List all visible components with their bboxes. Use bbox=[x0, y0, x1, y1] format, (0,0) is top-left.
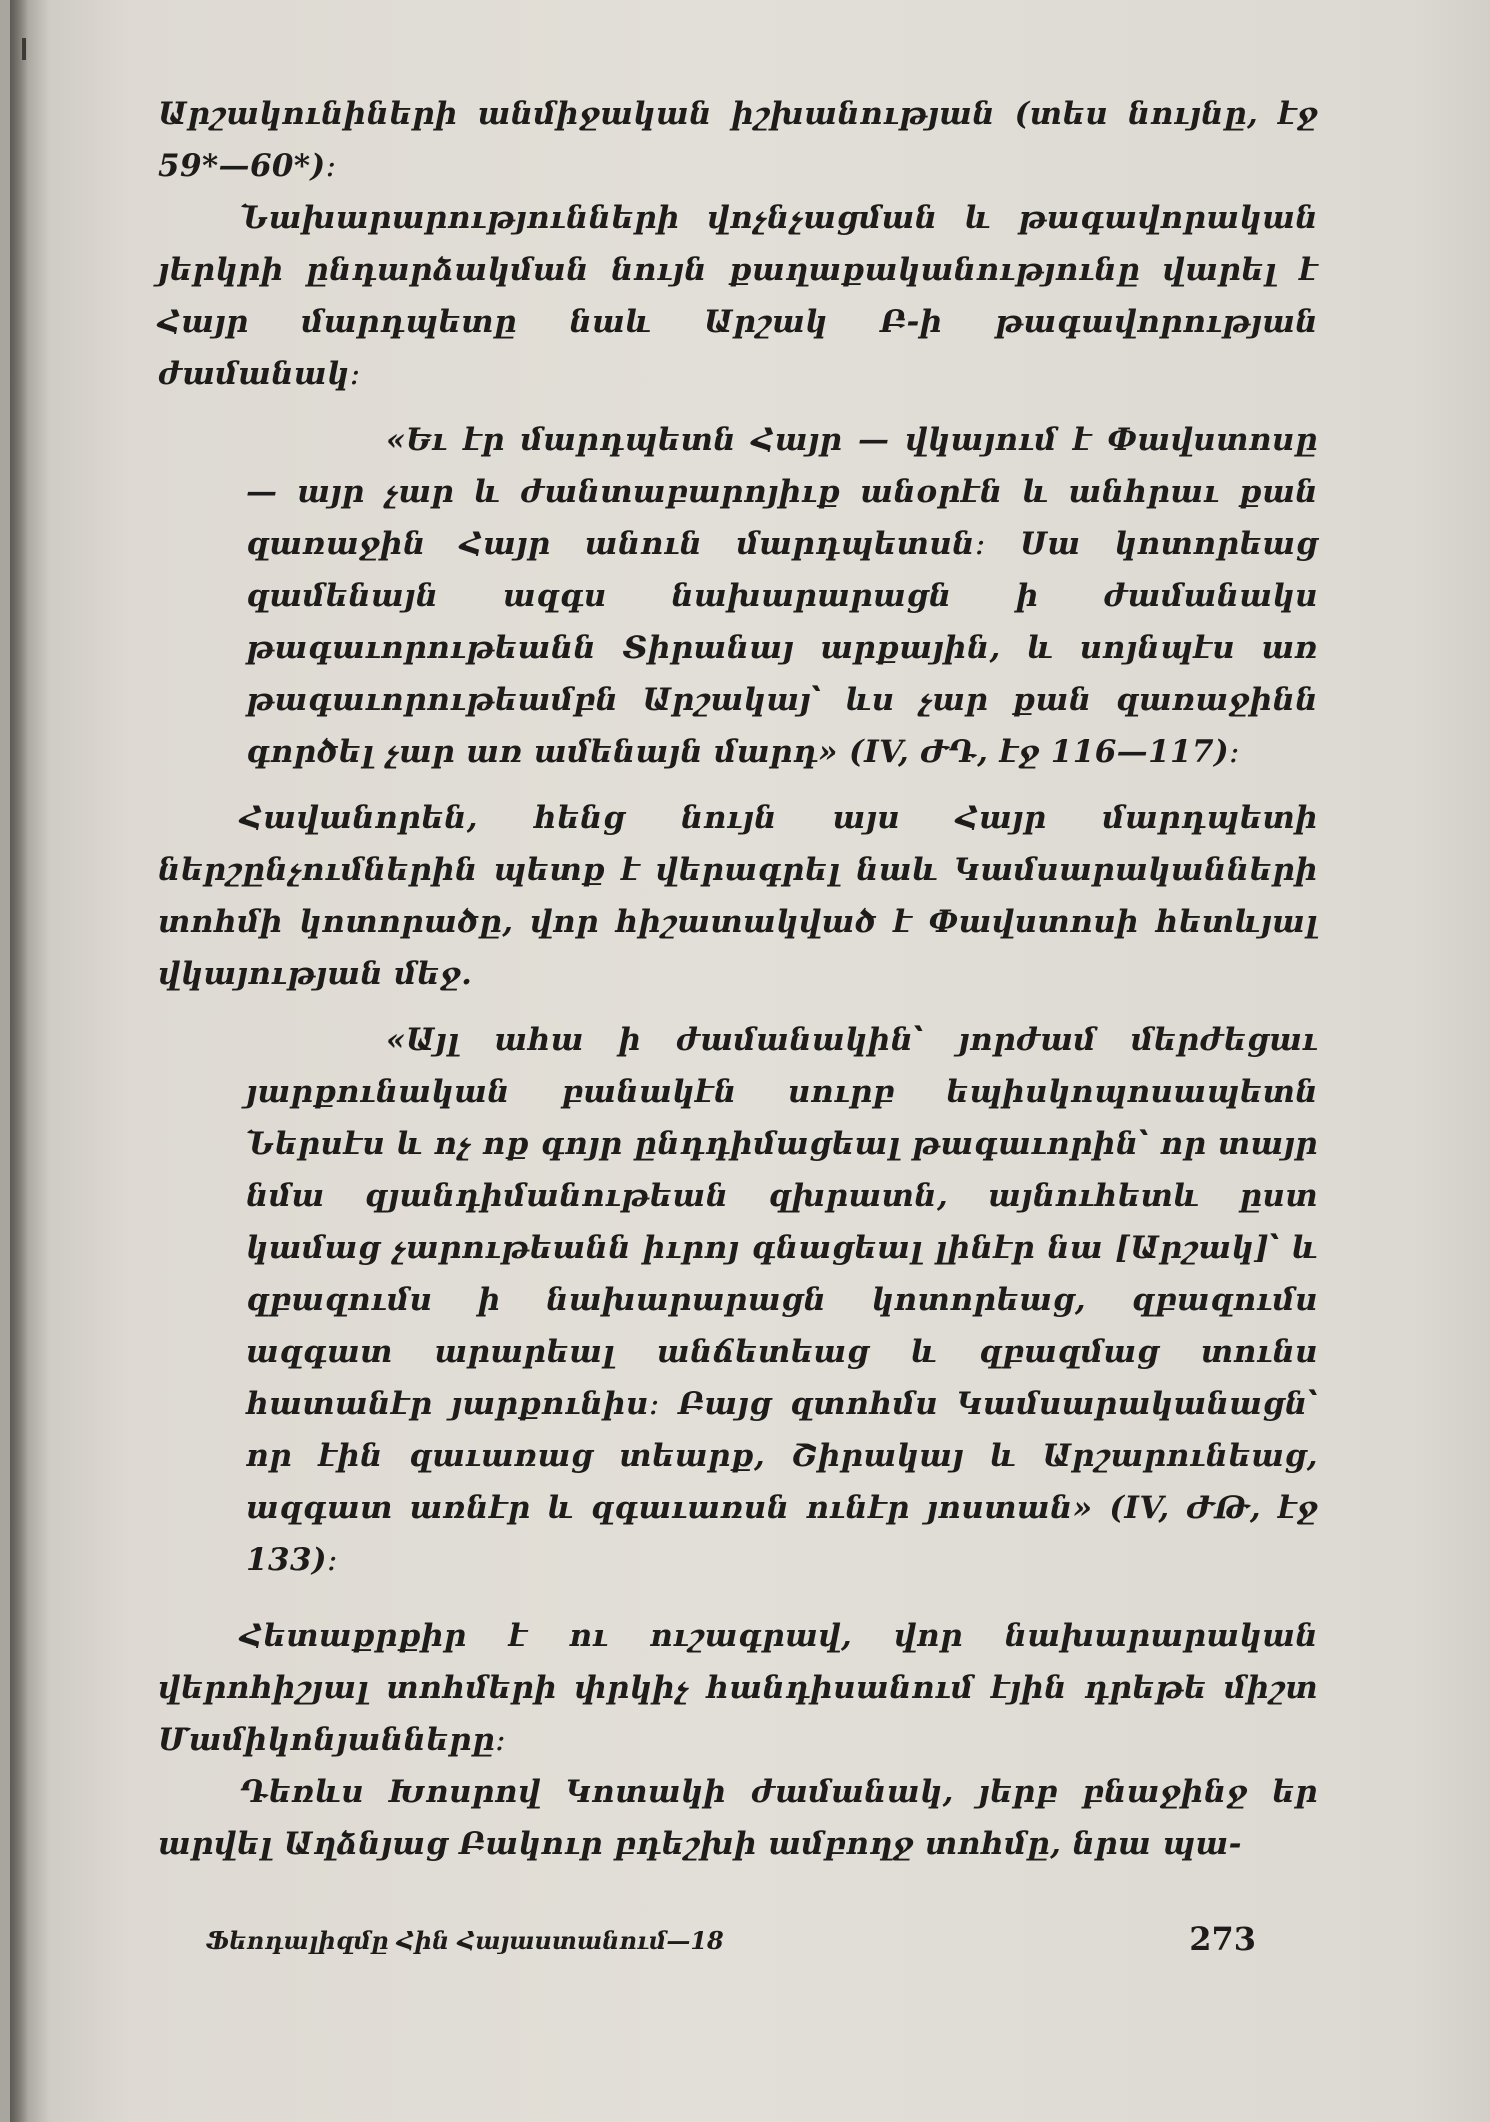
page-body bbox=[158, 88, 1318, 1870]
paragraph-1: Արշակունիների անմիջական իշխանության (տես նույնը, էջ 59*—60*)։ bbox=[158, 96, 1318, 184]
quote-1: «Եւ էր մարդպետն Հայր — վկայում է Փավստոսը — այր չար և ժանտաբարոյիւք անօրէն և անհրաւ քան զառաջին Հայր անուն մարդպետսն։ Սա կոտորեաց զամենայն ազգս նախարարացն ի ժամանակս թագաւորութեանն Տիրանայ արքային, և սոյնպէս առ թագաւորութեամբն Արշակայ՝ ևս չար քան զառաջինն գործել չար առ ամենայն մարդ» (IV, ԺԴ, էջ 116—117)։ bbox=[246, 422, 1318, 770]
page-number: 273 bbox=[1189, 1920, 1256, 1958]
book-page bbox=[10, 0, 1490, 2122]
printer-signature: Ֆեոդալիզմը Հին Հայաստանում—18 bbox=[206, 1926, 724, 1955]
quote-2: «Այլ ահա ի ժամանակին՝ յորժամ մերժեցաւ յարքունական բանակէն սուրբ եպիսկոպոսապետն Ներսէս և ոչ ոք գոյր ընդդիմացեալ թագաւորին՝ որ տայր նմա զյանդիմանութեան զխրատն, այնուհետև ըստ կամաց չարութեանն իւրոյ գնացեալ լինէր նա [Արշակ]՝ և զբազումս ի նախարարացն կոտորեաց, զբազումս ազգատ արարեալ անճետեաց և զբազմաց տունս հատանէր յարքունիս։ Բայց զտոհմս Կամսարականացն՝ որ էին զաւառաց տեարք, Շիրակայ և Արշարունեաց, ազգատ առնէր և զգաւառսն ունէր յոստան» (IV, ԺԹ, էջ 133)։ bbox=[246, 1022, 1318, 1578]
paragraph-4: Հետաքրքիր է ու ուշագրավ, վոր նախարարական վերոհիշյալ տոհմերի փրկիչ հանդիսանում էյին դրեթե միշտ Մամիկոնյանները։ bbox=[158, 1618, 1318, 1758]
paragraph-2: Նախարարությունների վոչնչացման և թագավորական յերկրի ընդարձակման նույն քաղաքականությունը վարել է Հայր մարդպետը նաև Արշակ Բ-ի թագավորության ժամանակ։ bbox=[158, 200, 1318, 392]
page-footer bbox=[206, 1920, 1256, 1968]
paragraph-5: Դեռևս Խոսրով Կոտակի ժամանակ, յերբ բնաջինջ եր արվել Աղձնյաց Բակուր բդեշխի ամբողջ տոհմը, նրա պա- bbox=[158, 1774, 1318, 1862]
paragraph-3: Հավանորեն, հենց նույն այս Հայր մարդպետի ներշընչումներին պետք է վերագրել նաև Կամսարականների տոհմի կոտորածը, վոր հիշատակված է Փավստոսի հետևյալ վկայության մեջ. bbox=[158, 800, 1318, 992]
margin-mark bbox=[22, 38, 26, 60]
